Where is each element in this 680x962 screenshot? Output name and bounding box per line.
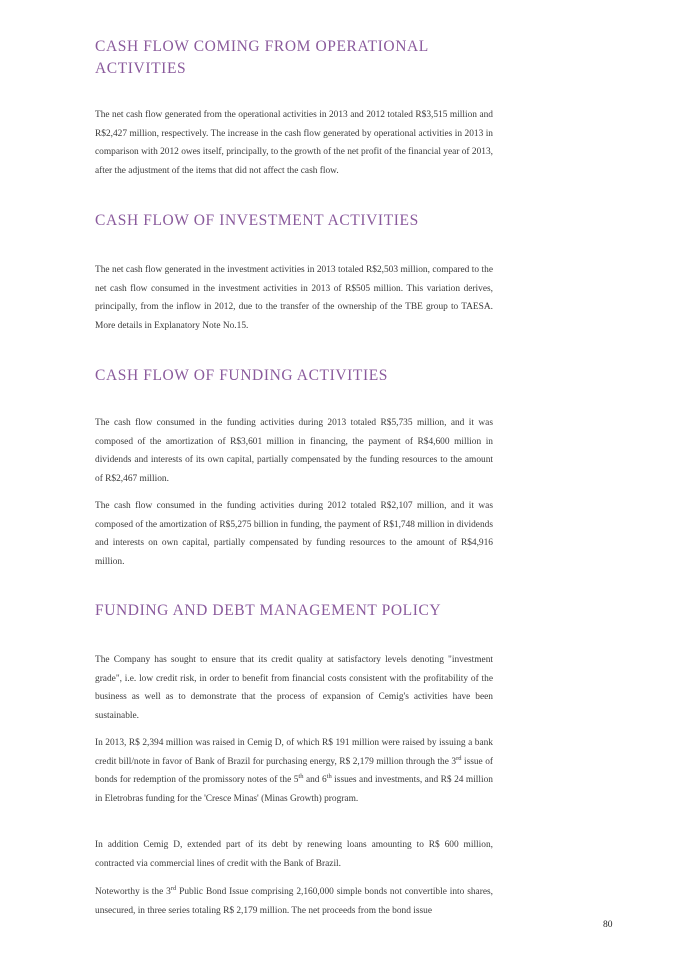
paragraph-credit-quality: The Company has sought to ensure that its credit quality at satisfactory levels denoting "investment grade", i.e. low credit risk, in order to benefit from financial costs consistent with the profitability of the business as well as to demonstrate that the process of expansion of Cemig's activities have been sustainable. [95, 655, 493, 721]
text-segment: and 6 [303, 775, 327, 786]
page-number: 80 [603, 920, 613, 930]
paragraph-2013-raising [95, 734, 493, 808]
section-heading-investment: CASH FLOW OF INVESTMENT ACTIVITIES [95, 212, 419, 229]
paragraph-debt-extension: In addition Cemig D, extended part of its debt by renewing loans amounting to R$ 600 million, contracted via commercial lines of credit with the Bank of Brazil. [95, 840, 493, 869]
text-segment: In 2013, R$ 2,394 million was raised in Cemig D, of which R$ 191 million were raised by issuing a bank credit bill/note in favor of Bank of Brazil for purchasing energy, R$ 2,179 million through the 3 [95, 738, 493, 767]
paragraph-public-bond [95, 883, 493, 920]
superscript: rd [170, 885, 177, 892]
text-segment: Noteworthy is the 3 [95, 887, 171, 897]
section-heading-funding: CASH FLOW OF FUNDING ACTIVITIES [95, 367, 389, 384]
text-segment: Public Bond Issue comprising 2,160,000 simple bonds not convertible into shares, unsecured, in three series totaling R$ 2,179 million. The net proceeds from the bond issue [95, 887, 493, 916]
paragraph-operational: The net cash flow generated from the operational activities in 2013 and 2012 totaled R$3,515 million and R$2,427 million, respectively. The increase in the cash flow generated by operational activities in 2013 in comparison with 2012 owes itself, principally, to the growth of the net profit of the financial year of 2013, after the adjustment of the items that did not affect the cash flow. [95, 110, 493, 176]
text-segment: issue of bonds for redemption of the promissory notes of the 5 [95, 756, 494, 786]
paragraph-funding-2013: The cash flow consumed in the funding activities during 2013 totaled R$5,735 million, and it was composed of the amortization of R$3,601 million in financing, the payment of R$4,600 million in dividends and interests of its own capital, partially compensated by the funding resources to the amount of R$2,467 million. [95, 418, 493, 484]
superscript: th [298, 773, 304, 781]
paragraph-funding-2012: The cash flow consumed in the funding activities during 2012 totaled R$2,107 million, and it was composed of the amortization of R$5,275 billion in funding, the payment of R$1,748 million in dividends and interests on own capital, partially compensated by funding resources to the amount of R$4,916 million. [95, 501, 493, 567]
text-segment: issues and investments, and R$ 24 million in Eletrobras funding for the 'Cresce Minas' (Minas Growth) program. [95, 775, 493, 804]
superscript: th [326, 773, 332, 781]
paragraph-investment: The net cash flow generated in the investment activities in 2013 totaled R$2,503 million, compared to the net cash flow consumed in the investment activities in 2013 of R$505 million. This variation derives, principally, from the inflow in 2012, due to the transfer of the ownership of the TBE group to TAESA. More details in Explanatory Note No.15. [95, 265, 493, 331]
section-heading-debt-policy: FUNDING AND DEBT MANAGEMENT POLICY [95, 602, 442, 619]
section-heading-operational: CASH FLOW COMING FROM OPERATIONAL ACTIVITIES [95, 38, 429, 77]
superscript: rd [456, 754, 462, 762]
